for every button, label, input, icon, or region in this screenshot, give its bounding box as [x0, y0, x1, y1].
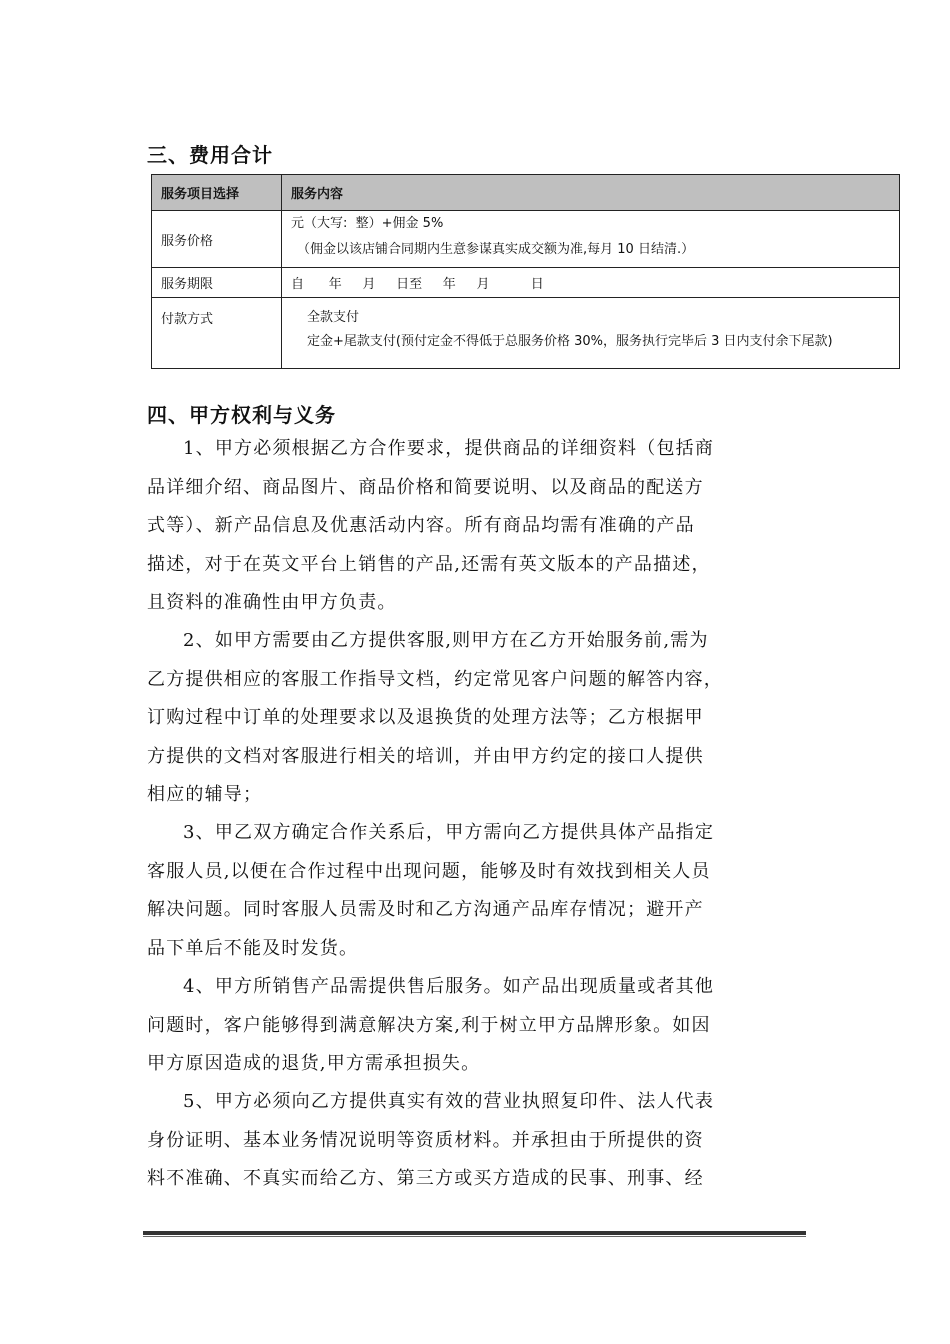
paragraph-line: 5、甲方必须向乙方提供真实有效的营业执照复印件、法人代表 — [183, 1091, 715, 1112]
period-dates: 自 年 月 日至 年 月 日 — [291, 277, 544, 292]
paragraph-line: 且资料的准确性由甲方负责。 — [147, 592, 397, 613]
paragraph-line: 3、甲乙双方确定合作关系后，甲方需向乙方提供具体产品指定 — [183, 822, 715, 843]
paragraph-line: 甲方原因造成的退货,甲方需承担损失。 — [147, 1053, 481, 1074]
footer-rule-thin — [143, 1236, 806, 1237]
paragraph-1 — [147, 430, 807, 623]
payment-options — [282, 298, 900, 369]
header-service-content: 服务内容 — [282, 175, 900, 211]
paragraph-line: 客服人员,以便在合作过程中出现问题，能够及时有效找到相关人员 — [147, 860, 711, 882]
paragraph-line: 相应的辅导； — [147, 784, 263, 805]
paragraph-line: 订购过程中订单的处理要求以及退换货的处理方法等；乙方根据甲 — [147, 707, 704, 728]
period-value — [282, 268, 900, 298]
paragraph-line: 2、如甲方需要由乙方提供客服,则甲方在乙方开始服务前,需为 — [183, 630, 709, 651]
paragraph-line: 1、甲方必须根据乙方合作要求，提供商品的详细资料（包括商 — [183, 438, 715, 459]
footer-rule-thick — [143, 1231, 806, 1235]
paragraph-line: 4、甲方所销售产品需提供售后服务。如产品出现质量或者其他 — [183, 976, 715, 997]
payment-label: 付款方式 — [152, 298, 282, 369]
section-3-title: 三、费用合计 — [147, 143, 273, 167]
paragraph-3 — [147, 814, 807, 968]
paragraph-line: 解决问题。同时客服人员需及时和乙方沟通产品库存情况；避开产 — [147, 899, 704, 920]
price-content — [282, 211, 900, 268]
paragraph-line: 品下单后不能及时发货。 — [147, 937, 359, 959]
paragraph-line: 品详细介绍、商品图片、商品价格和简要说明、以及商品的配送方 — [147, 476, 704, 498]
period-row — [152, 268, 900, 298]
payment-option-full: 全款支付 — [307, 310, 360, 325]
price-row — [152, 211, 900, 268]
paragraph-line: 方提供的文档对客服进行相关的培训，并由甲方约定的接口人提供 — [147, 745, 704, 767]
paragraph-line: 描述，对于在英文平台上销售的产品,还需有英文版本的产品描述， — [147, 553, 711, 575]
table-header-row — [152, 175, 900, 211]
paragraph-5 — [147, 1083, 807, 1199]
payment-option-deposit: 定金+尾款支付(预付定金不得低于总服务价格 30%，服务执行完毕后 3 日内支付余下尾款) — [307, 334, 833, 349]
payment-row — [152, 298, 900, 369]
paragraph-line: 乙方提供相应的客服工作指导文档，约定常见客户问题的解答内容， — [147, 668, 723, 690]
header-service-item: 服务项目选择 — [152, 175, 282, 211]
price-commission-note: （佣金以该店铺合同期内生意参谋真实成交额为准,每月 10 日结清.） — [297, 242, 695, 257]
section-4-title: 四、甲方权利与义务 — [147, 403, 336, 427]
paragraph-line: 料不准确、不真实而给乙方、第三方或买方造成的民事、刑事、经 — [147, 1168, 704, 1189]
paragraph-4 — [147, 968, 807, 1084]
paragraph-2 — [147, 622, 807, 815]
paragraph-line: 问题时，客户能够得到满意解决方案,利于树立甲方品牌形象。如因 — [147, 1014, 711, 1036]
period-label: 服务期限 — [152, 268, 282, 298]
paragraph-line: 身份证明、基本业务情况说明等资质材料。并承担由于所提供的资 — [147, 1129, 704, 1151]
price-amount: 元（大写: 整）+佣金 5% — [291, 216, 444, 231]
paragraph-line: 式等）、新产品信息及优惠活动内容。所有商品均需有准确的产品 — [147, 515, 695, 536]
price-label: 服务价格 — [152, 211, 282, 268]
fee-table — [151, 174, 900, 369]
